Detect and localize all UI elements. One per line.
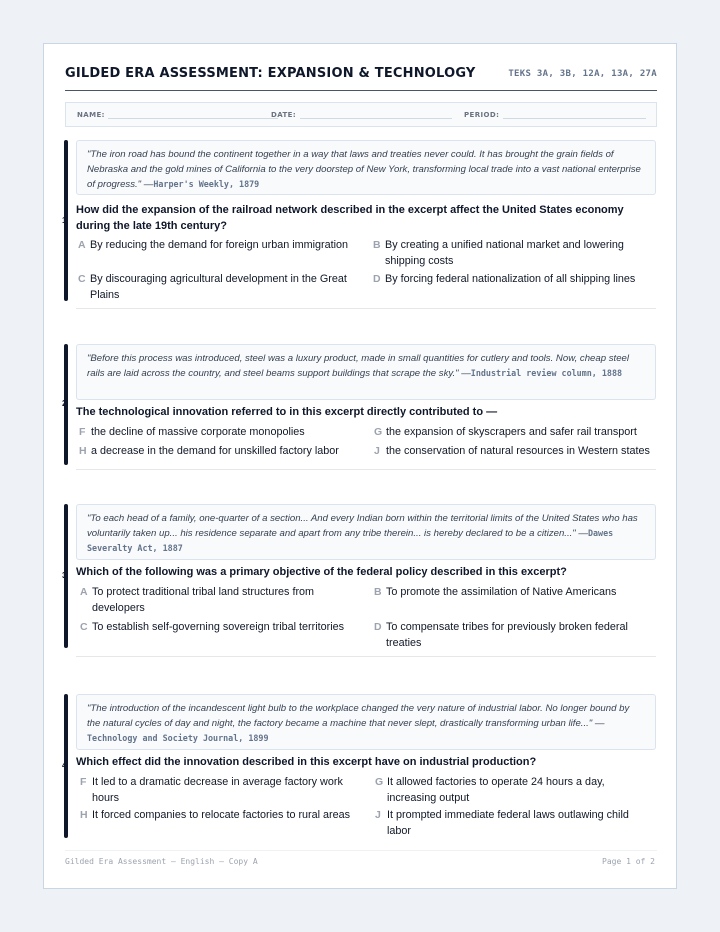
choice-letter: D <box>373 273 381 285</box>
choice-text: It allowed factories to operate 24 hours a day, increasing output <box>387 776 605 804</box>
choice-letter: C <box>78 273 86 285</box>
question-block-2 <box>64 344 657 474</box>
footer-document-id: Gilded Era Assessment — English — Copy A <box>65 857 258 866</box>
excerpt-source: Technology and Society Journal, 1899 <box>87 733 269 743</box>
choice-text: To promote the assimilation of Native Americans <box>386 586 617 598</box>
answer-choice-b[interactable] <box>374 585 658 601</box>
primary-source-excerpt <box>76 504 656 560</box>
question-prompt: The technological innovation referred to in this excerpt directly contributed to — <box>76 406 498 418</box>
primary-source-excerpt <box>76 344 656 400</box>
choice-letter: C <box>80 621 88 633</box>
answer-choice-j[interactable] <box>375 808 645 839</box>
question-divider <box>76 308 656 309</box>
answer-choice-c[interactable] <box>78 272 368 303</box>
question-number: 1 <box>62 216 67 225</box>
choice-letter: G <box>375 776 384 788</box>
excerpt-source: Industrial review column, 1888 <box>470 368 623 378</box>
choice-text: It prompted immediate federal laws outlawing child labor <box>387 809 629 837</box>
choice-text: To establish self-governing sovereign tribal territories <box>92 621 345 633</box>
choice-text: It led to a dramatic decrease in average factory work hours <box>92 776 343 804</box>
question-prompt: Which of the following was a primary objective of the federal policy described in this excerpt? <box>76 566 567 578</box>
standards-code: TEKS 3A, 3B, 12A, 13A, 27A <box>508 69 657 79</box>
choice-text: the conservation of natural resources in Western states <box>386 445 650 457</box>
date-field[interactable] <box>300 118 452 119</box>
name-label: NAME: <box>77 111 105 119</box>
answer-choice-f[interactable] <box>79 425 369 441</box>
answer-choice-f[interactable] <box>80 775 350 806</box>
choice-letter: H <box>80 809 88 821</box>
choice-text: the decline of massive corporate monopolies <box>91 426 305 438</box>
choice-text: By forcing federal nationalization of all shipping lines <box>385 273 636 285</box>
choice-text: To compensate tribes for previously broken federal treaties <box>386 621 628 649</box>
choice-text: By reducing the demand for foreign urban immigration <box>90 239 349 251</box>
question-prompt: Which effect did the innovation described in this excerpt have on industrial production? <box>76 756 537 768</box>
excerpt-text: "The introduction of the incandescent light bulb to the workplace changed the very nature of industrial labor. No longer bound by the natural cycles of day and night, the factory became a machine that never slept, drastically transforming urban life..." — <box>87 703 630 729</box>
answer-choice-d[interactable] <box>374 620 644 651</box>
choice-text: By creating a unified national market and lowering shipping costs <box>385 239 624 267</box>
excerpt-text: "Before this process was introduced, steel was a luxury product, made in small quantities for cutlery and tools. Now, cheap steel rails are laid across the country, and steel beams support buildings that scrape the sky." — <box>87 353 629 379</box>
choice-letter: A <box>80 586 88 598</box>
answer-choice-d[interactable] <box>373 272 657 288</box>
excerpt-source: Harper's Weekly, 1879 <box>153 179 260 189</box>
footer-divider <box>65 850 657 851</box>
question-number: 3 <box>62 571 67 580</box>
choice-letter: F <box>80 776 87 788</box>
answer-choice-h[interactable] <box>80 808 370 824</box>
question-divider <box>76 656 656 657</box>
answer-choice-h[interactable] <box>79 444 369 460</box>
question-prompt: How did the expansion of the railroad network described in the excerpt affect the United States economy during the late 19th century? <box>76 204 624 232</box>
name-field[interactable] <box>108 118 278 119</box>
date-label: DATE: <box>271 111 297 119</box>
choice-letter: D <box>374 621 382 633</box>
choice-text: By discouraging agricultural development in the Great Plains <box>90 273 347 301</box>
choice-text: To protect traditional tribal land structures from developers <box>92 586 315 614</box>
choice-letter: J <box>374 445 380 457</box>
page-title: GILDED ERA ASSESSMENT: EXPANSION & TECHNOLOGY <box>65 66 476 81</box>
primary-source-excerpt <box>76 694 656 750</box>
choice-letter: H <box>79 445 87 457</box>
question-number: 2 <box>62 399 67 408</box>
page-header <box>65 66 657 91</box>
answer-choice-a[interactable] <box>80 585 350 616</box>
choice-letter: B <box>373 239 381 251</box>
period-label: PERIOD: <box>464 111 500 119</box>
answer-choice-a[interactable] <box>78 238 368 254</box>
excerpt-text: "To each head of a family, one-quarter of a section... And every Indian born within the territorial limits of the United States who has voluntarily taken up... his residence separate and apart from any tribe therein... is hereby declared to be a citizen..." — <box>87 513 638 539</box>
question-block-3 <box>64 504 657 659</box>
choice-text: It forced companies to relocate factories to rural areas <box>92 809 351 821</box>
choice-letter: F <box>79 426 86 438</box>
choice-letter: J <box>375 809 381 821</box>
question-block-4 <box>64 694 657 849</box>
question-block-1 <box>64 140 657 310</box>
excerpt-source: Dawes Severalty Act, 1887 <box>87 528 614 553</box>
choice-letter: G <box>374 426 383 438</box>
worksheet-page <box>43 43 677 889</box>
primary-source-excerpt <box>76 140 656 195</box>
answer-choice-g[interactable] <box>374 425 658 441</box>
excerpt-text: "The iron road has bound the continent together in a way that laws and treaties never could. It has brought the grain fields of Nebraska and the gold mines of California to the very doorstep of New York, transforming local trade into a vast national enterprise of progress." — <box>87 149 641 190</box>
period-field[interactable] <box>503 118 646 119</box>
footer-page-number: Page 1 of 2 <box>602 857 655 866</box>
choice-text: the expansion of skyscrapers and safer rail transport <box>386 426 637 438</box>
student-info-box <box>65 102 657 127</box>
question-number: 4 <box>62 761 67 770</box>
answer-choice-g[interactable] <box>375 775 635 806</box>
question-divider <box>76 469 656 470</box>
answer-choice-b[interactable] <box>373 238 657 269</box>
answer-choice-j[interactable] <box>374 444 658 460</box>
answer-choice-c[interactable] <box>80 620 370 636</box>
choice-letter: B <box>374 586 382 598</box>
choice-text: a decrease in the demand for unskilled factory labor <box>91 445 339 457</box>
choice-letter: A <box>78 239 86 251</box>
